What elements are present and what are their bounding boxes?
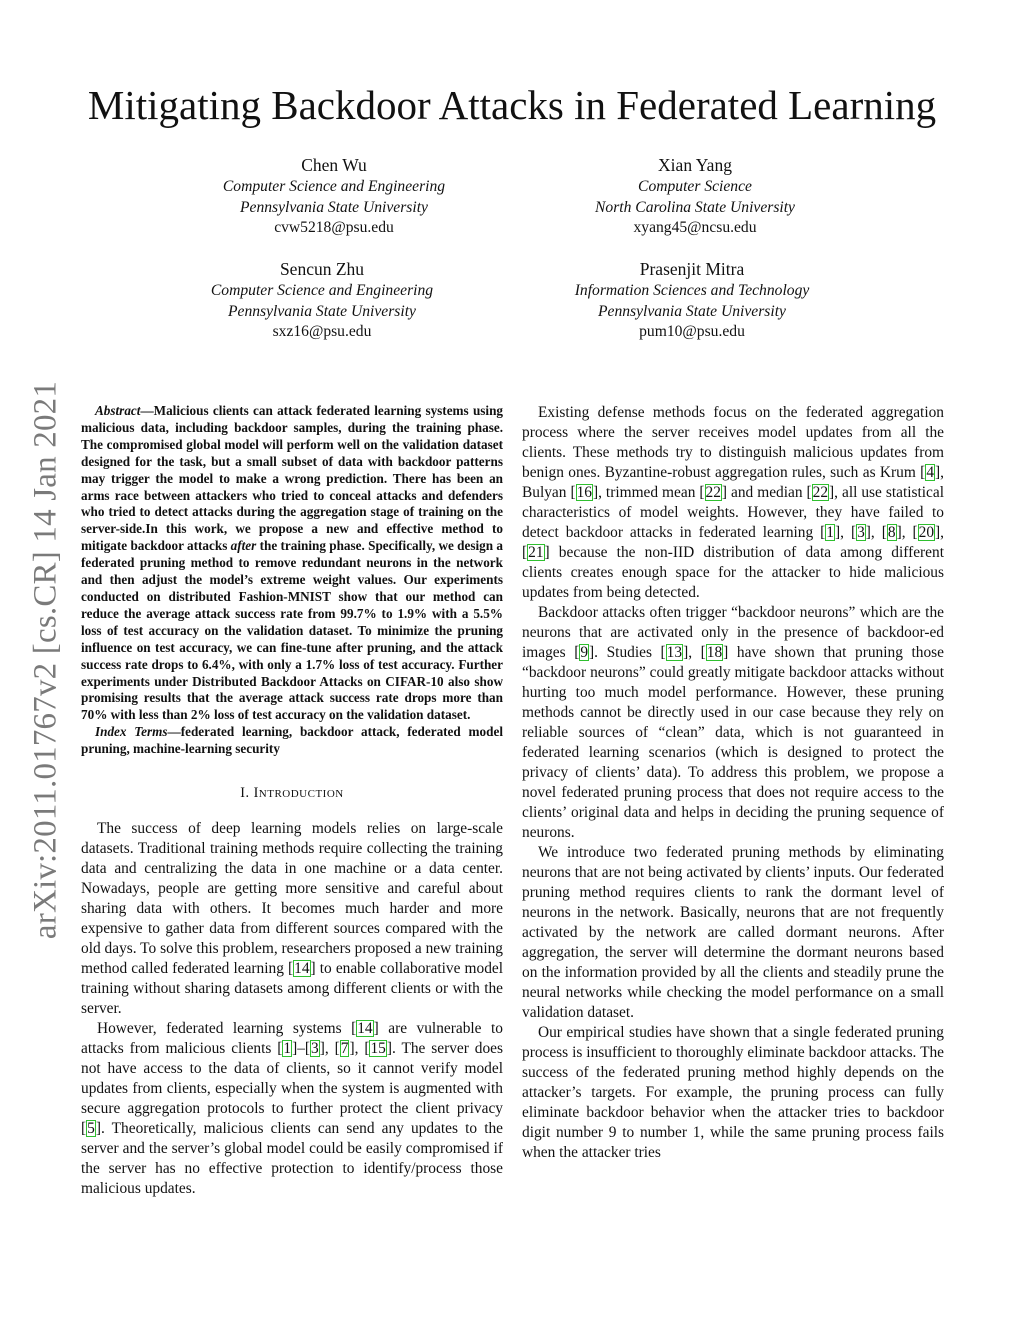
right-column bbox=[522, 403, 944, 1163]
arxiv-identifier: arXiv:2011.01767v2 [cs.CR] 14 Jan 2021 bbox=[27, 380, 64, 940]
author-department: Information Sciences and Technology bbox=[574, 282, 810, 299]
citation-link[interactable]: 21 bbox=[528, 544, 544, 561]
left-column bbox=[81, 403, 503, 1199]
intro-paragraph-5: We introduce two federated pruning methods by eliminating neurons that are not being activated by clients’ inputs. Our federated pruning method requires clients to rank the dormant level of neurons in the network. Basically, neurons that are not frequently activated by the network are called dormant neurons. After aggregation, the server will determine the dormant neurons based on the information provided by all the clients and steadily prune the neural networks while checking the model performance on a small validation dataset. bbox=[522, 844, 944, 1021]
index-terms-text: federated learning, backdoor attack, federated model pruning, machine-learning security bbox=[81, 724, 503, 757]
citation-link[interactable]: 1 bbox=[283, 1040, 292, 1058]
citation-link[interactable]: 18 bbox=[706, 644, 723, 661]
index-terms: Index Terms—federated learning, backdoor attack, federated model pruning, machine-learning security bbox=[81, 724, 503, 757]
intro-paragraph-6: Our empirical studies have shown that a single federated pruning process is insufficient to thoroughly eliminate backdoor attacks. The success of the federated pruning method highly depends on the attacker’s targets. For example, the pruning process can fully eliminate backdoor behavior when the attacker tries to backdoor digit number 9 to number 1, while the same pruning process fails when the attacker tries bbox=[522, 1024, 944, 1161]
abstract: Abstract—Malicious clients can attack federated learning systems using malicious data, including backdoor samples, during the training phase. The compromised global model will perform well on the validation dataset designed for the task, but a small subset of data with backdoor patterns may trigger the model to make a wrong prediction. There has been an arms race between attackers who tried to conceal attacks and defenders who tried to detect attacks during the aggregation stage of training on the server-side.In this work, we propose a new and effective method to mitigate backdoor attacks after the training phase. Specifically, we design a federated pruning method to remove redundant neurons in the network and then adjust the model’s extreme weight values. Our experiments conducted on distributed Fashion-MNIST show that our method can reduce the average attack success rate from 99.7% to 1.9% with a 5.5% loss of test accuracy on the validation dataset. To minimize the pruning influence on test accuracy, we can fine-tune after pruning, and the attack success rate drops to 6.4%, with only a 1.7% loss of test accuracy. Further experiments under Distributed Backdoor Attacks on CIFAR-10 also show promising results that the average attack success rate drops more than 70% with less than 2% loss of test accuracy on the validation dataset. bbox=[81, 403, 503, 723]
author-email: sxz16@psu.edu bbox=[272, 323, 372, 340]
author-name: Chen Wu bbox=[301, 155, 367, 175]
citation-link[interactable]: 22 bbox=[705, 484, 721, 501]
author-block-3 bbox=[157, 258, 487, 343]
citation-link[interactable]: 9 bbox=[580, 644, 589, 661]
intro-paragraph-1: The success of deep learning models relies on large-scale datasets. Traditional training methods require collecting the training data and centralizing the data in one machine or a data center. Nowadays, people are getting more sensitive and careful about sharing data with others. It becomes much harder and more expensive to gather data from different sources compared with the old days. To solve this problem, researchers proposed a new training method called federated learning [14] to enable collaborative model training without sharing datasets among different clients or with the server. bbox=[81, 820, 503, 1018]
author-department: Computer Science and Engineering bbox=[222, 178, 446, 195]
citation-link[interactable]: 16 bbox=[576, 484, 592, 501]
intro-body-right bbox=[522, 403, 944, 1163]
intro-body-left bbox=[81, 819, 503, 1199]
author-email: xyang45@ncsu.edu bbox=[633, 219, 757, 236]
citation-link[interactable]: 3 bbox=[311, 1040, 319, 1058]
author-email: cvw5218@psu.edu bbox=[274, 219, 394, 236]
abstract-emphasis: after bbox=[230, 538, 257, 554]
author-department: Computer Science bbox=[638, 178, 752, 195]
author-university: Pennsylvania State University bbox=[598, 302, 786, 320]
author-department: Computer Science and Engineering bbox=[210, 282, 434, 299]
author-name: Xian Yang bbox=[658, 155, 732, 175]
arxiv-sidebar bbox=[27, 365, 64, 955]
author-block-4 bbox=[527, 258, 857, 343]
citation-link[interactable]: 22 bbox=[812, 484, 829, 501]
intro-paragraph-2: However, federated learning systems [14] are vulnerable to attacks from malicious clients [1]–[3], [7], [15]. The server does not have access to the data of clients, so it cannot verify model updates from clients, especially when the system is augmented with secure aggregation protocols to further protect the client privacy [5]. Theoretically, malicious clients can send any updates to the server and the server’s global model could be easily compromised if the server has no effective protection to identify/process those malicious updates. bbox=[81, 1020, 503, 1198]
citation-link[interactable]: 14 bbox=[294, 960, 310, 978]
author-name: Prasenjit Mitra bbox=[639, 259, 745, 279]
abstract-text: Malicious clients can attack federated learning systems using malicious data, including backdoor samples, during the training phase. The compromised global model will perform well on the validation dataset designed for the task, but a small subset of data with backdoor patterns may trigger the model to make a wrong prediction. There has been an arms race between attackers who tried to conceal attacks and defenders who tried to detect attacks during the aggregation stage of training on the server-side.In this work, we propose a new and effective method to mitigate backdoor attacks bbox=[81, 403, 503, 554]
citation-link[interactable]: 20 bbox=[918, 524, 935, 541]
section-heading-introduction: I. INTRODUCTION bbox=[240, 785, 344, 802]
citation-link[interactable]: 1 bbox=[826, 524, 834, 541]
author-block-2 bbox=[530, 154, 860, 239]
author-email: pum10@psu.edu bbox=[639, 323, 745, 340]
author-university: Pennsylvania State University bbox=[240, 198, 428, 216]
author-university: Pennsylvania State University bbox=[228, 302, 416, 320]
index-terms-lead: Index Terms bbox=[95, 724, 168, 740]
author-block-1 bbox=[169, 154, 499, 239]
author-university: North Carolina State University bbox=[595, 198, 795, 216]
citation-link[interactable]: 3 bbox=[857, 524, 865, 541]
citation-link[interactable]: 5 bbox=[87, 1120, 95, 1138]
citation-link[interactable]: 15 bbox=[370, 1040, 386, 1058]
citation-link[interactable]: 14 bbox=[357, 1020, 373, 1038]
author-name: Sencun Zhu bbox=[279, 259, 365, 279]
citation-link[interactable]: 8 bbox=[887, 524, 896, 541]
citation-link[interactable]: 13 bbox=[666, 644, 683, 661]
intro-paragraph-4: Backdoor attacks often trigger “backdoor neurons” which are the neurons that are activated only in the presence of backdoor-ed images [9]. Studies [13], [18] have shown that pruning those “backdoor neurons” could greatly mitigate backdoor attacks without hurting too much model performance. However, these pruning methods cannot be directly used in our case because they rely on reliable sources of “clean” data, which is not guaranteed in federated learning scenarios (which is designed to protect the privacy of clients’ data). To address this problem, we propose a novel federated pruning process that does not require access to the clients’ original data and helps in deciding the pruning sequence of neurons. bbox=[522, 604, 944, 841]
citation-link[interactable]: 4 bbox=[926, 464, 935, 481]
citation-link[interactable]: 7 bbox=[340, 1040, 349, 1058]
intro-paragraph-3: Existing defense methods focus on the federated aggregation process where the server receives model updates from all the clients. These methods try to distinguish malicious updates from benign ones. Byzantine-robust aggregation rules, such as Krum [4], Bulyan [16], trimmed mean [22] and median [22], all use statistical characteristics of model weights. However, they have failed to detect backdoor attacks in federated learning [1], [3], [8], [20], [21] because the non-IID distribution of data among different clients creates enough space for the attacker to hide malicious updates from being detected. bbox=[522, 404, 945, 601]
paper-title: Mitigating Backdoor Attacks in Federated Learning bbox=[87, 82, 937, 128]
abstract-lead: Abstract bbox=[95, 403, 141, 418]
